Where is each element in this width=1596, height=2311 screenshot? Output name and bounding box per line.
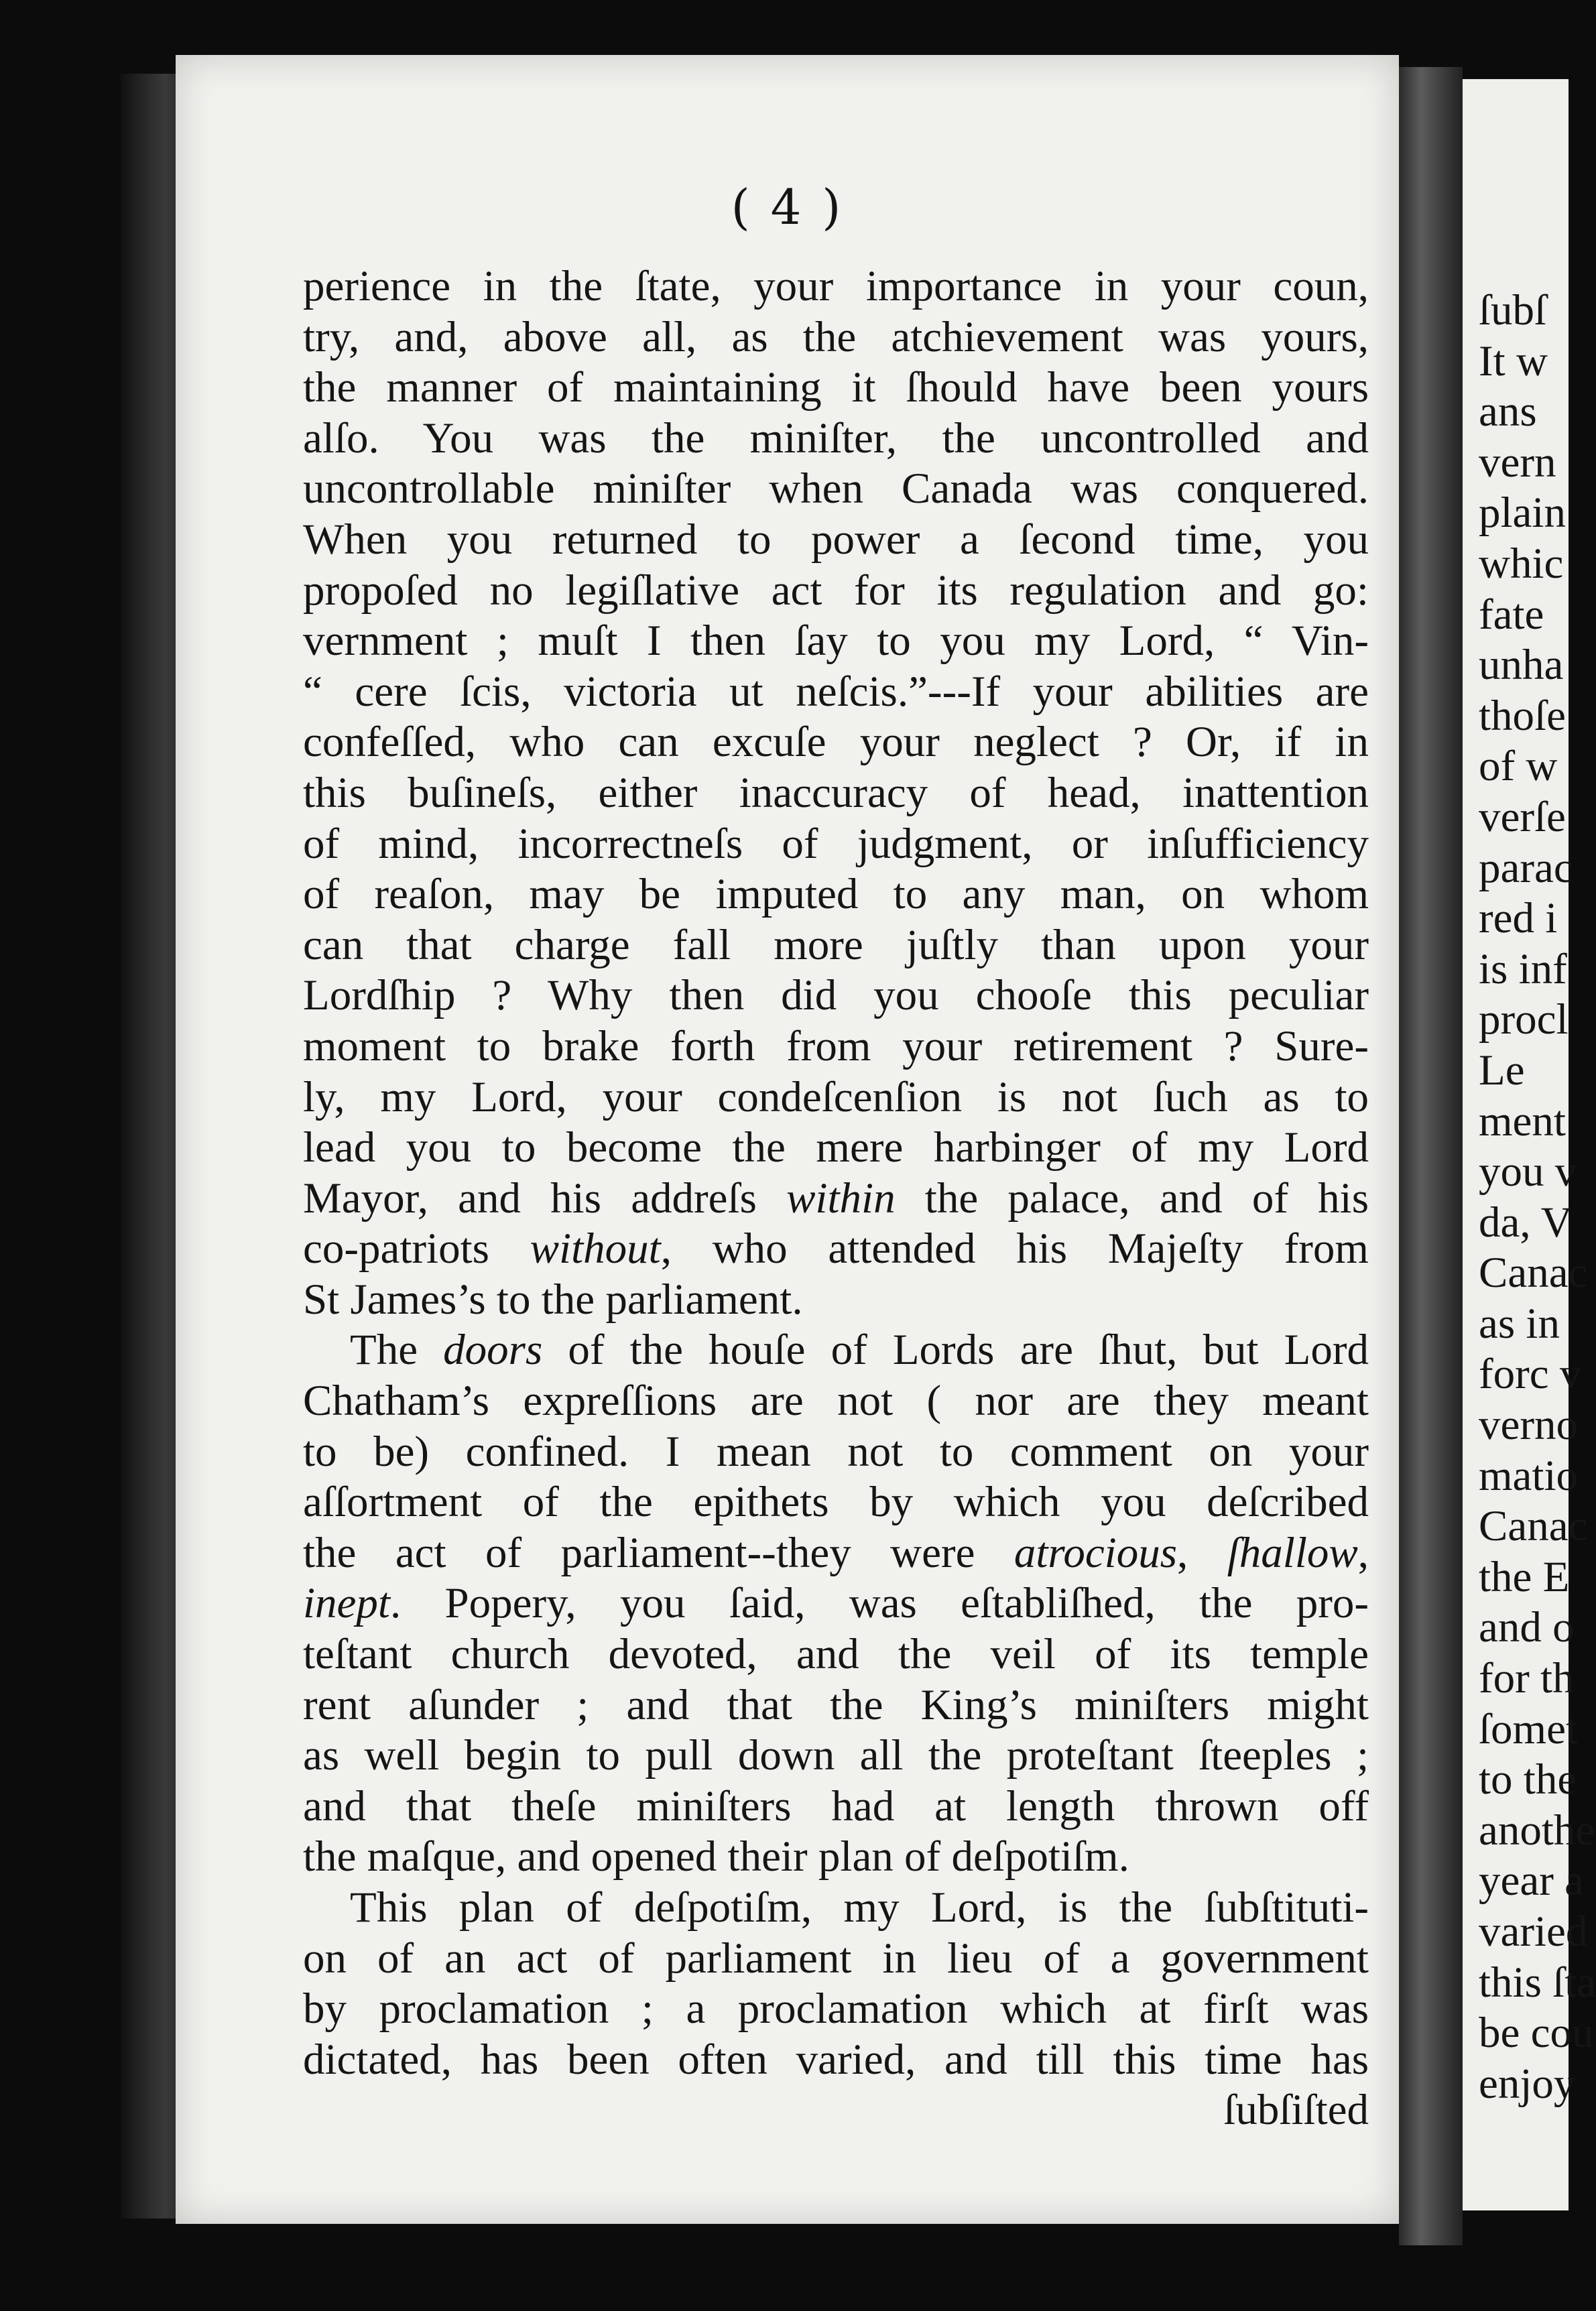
body-text [303,261,1369,2136]
text-line: teſtant church devoted, and the veil of its temple [303,1630,1369,1679]
next-page-text [1479,286,1596,2109]
text-line: of reaſon, may be imputed to any man, on whom [303,870,1369,919]
text-line: fate [1479,590,1544,639]
text-line: by proclamation ; a proclamation which at firſt was [303,1985,1369,2034]
text-line: vernment ; muſt I then ſay to you my Lord, “ Vin- [303,617,1369,666]
text-line: the act of parliament--they were atrocious, ſhallow, [303,1528,1369,1577]
text-line: lead you to become the mere harbinger of my Lord [303,1123,1369,1172]
text-line: moment to brake forth from your retirement ? Sure- [303,1021,1369,1070]
text-line: co-patriots without, who attended his Majeſty from [303,1225,1369,1273]
text-line: and o [1479,1603,1575,1652]
catchword: ſubſiſted [1223,2086,1369,2135]
text-line: propoſed no legiſlative act for its regulation and go: [303,566,1369,615]
text-line: thoſe [1479,691,1566,740]
text-line: this ſta [1479,1958,1596,2007]
text-line: da, V [1479,1198,1573,1247]
text-line: forc v [1479,1350,1582,1399]
text-line: procl [1479,995,1569,1044]
text-line: When you returned to power a ſecond time, you [303,515,1369,564]
text-line: rent aſunder ; and that the King’s miniſters might [303,1680,1369,1729]
left-page [176,55,1399,2224]
text-line: matio [1479,1451,1579,1500]
text-line: as well begin to pull down all the proteſtant ſteeples ; [303,1731,1369,1780]
italic-word: ſhallow [1227,1528,1358,1577]
text-line: dictated, has been often varied, and till this time has [303,2035,1369,2084]
paragraph-start-line: This plan of deſpotiſm, my Lord, is the ſubſtituti- [350,1883,1369,1932]
text-line: you v [1479,1147,1577,1196]
text-line: this buſineſs, either inaccuracy of head, inattention [303,768,1369,817]
text-line: to the [1479,1755,1577,1804]
text-line: ment [1479,1097,1566,1145]
text-line: Mayor, and his addreſs within the palace, and of his [303,1174,1369,1223]
text-line: anothe [1479,1806,1595,1855]
text-line: confeſſed, who can excuſe your neglect ? Or, if in [303,718,1369,767]
text-line: Le [1479,1046,1525,1095]
text-line: parac [1479,843,1573,892]
text-line: try, and, above all, as the atchievement was yours, [303,312,1369,361]
text-line: for th [1479,1654,1575,1703]
paragraph-start-line: The doors of the houſe of Lords are ſhut, but Lord [350,1326,1369,1375]
text-line: as in [1479,1299,1560,1348]
text-line: plain [1479,489,1566,538]
text-line: ly, my Lord, your condeſcenſion is not ſuch as to [303,1072,1369,1121]
next-page-fragment [1463,79,1596,2210]
text-line: It w [1479,336,1548,385]
text-line: Canac [1479,1502,1588,1551]
text-line: unha [1479,641,1564,690]
text-line: verſe [1479,792,1566,841]
italic-word: without [530,1225,661,1273]
text-line: verno [1479,1401,1578,1450]
text-line: ans [1479,387,1537,436]
text-line: of w [1479,742,1558,791]
text-line: ſubſ [1479,286,1547,334]
text-line: can that charge fall more juſtly than upon your [303,920,1369,969]
text-line: Lordſhip ? Why then did you chooſe this peculiar [303,971,1369,1020]
text-line: inept. Popery, you ſaid, was eſtabliſhed, the pro- [303,1579,1369,1628]
text-line: on of an act of parliament in lieu of a government [303,1934,1369,1983]
text-line: enjoy [1479,2059,1576,2108]
text-line: year a [1479,1857,1584,1906]
book-gutter [1399,67,1463,2245]
text-line: alſo. You was the miniſter, the uncontrolled and [303,414,1369,462]
page-number: ( 4 ) [731,179,844,235]
italic-word: atrocious [1014,1528,1178,1577]
italic-word: inept [303,1579,390,1628]
text-line: St James’s to the parliament. [303,1275,803,1324]
text-line: ſomet [1479,1704,1579,1753]
text-line: the manner of maintaining it ſhould have been yours [303,363,1369,412]
text-line: red i [1479,894,1558,943]
italic-word: doors [443,1326,543,1375]
text-line: the E [1479,1552,1570,1601]
text-line: aſſortment of the epithets by which you deſcribed [303,1478,1369,1527]
text-line: and that theſe miniſters had at length thrown off [303,1782,1369,1830]
text-line: is inf [1479,944,1567,993]
text-line: whic [1479,539,1564,588]
italic-word: within [786,1174,896,1223]
text-line: uncontrollable miniſter when Canada was conquered. [303,464,1369,513]
text-line: to be) confined. I mean not to comment on your [303,1427,1369,1476]
text-line: perience in the ſtate, your importance in your coun, [303,262,1369,310]
text-line: be cou [1479,2009,1594,2058]
text-line: of mind, incorrectneſs of judgment, or inſufficiency [303,819,1369,868]
text-line: “ cere ſcis, victoria ut neſcis.”---If your abilities are [303,667,1369,716]
text-line: Chatham’s expreſſions are not ( nor are they meant [303,1377,1369,1426]
text-line: vern [1479,438,1556,487]
text-line: varied [1479,1908,1588,1956]
text-line: Canac [1479,1249,1588,1298]
text-line: the maſque, and opened their plan of deſpotiſm. [303,1832,1129,1881]
